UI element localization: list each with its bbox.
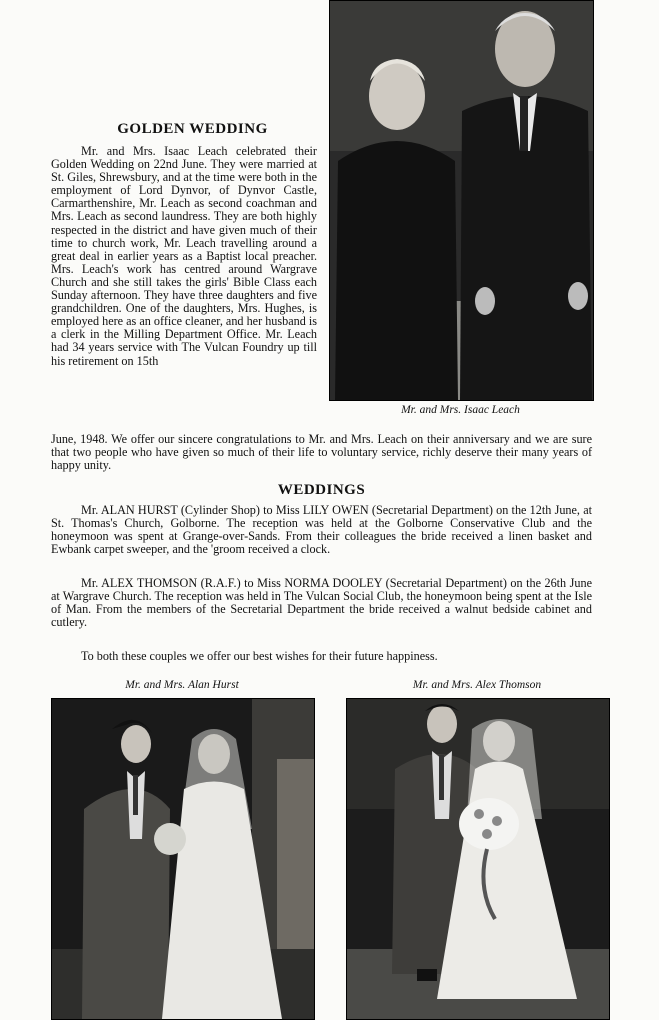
hurst-photo-caption: Mr. and Mrs. Alan Hurst	[125, 679, 239, 691]
thomson-photo-caption: Mr. and Mrs. Alex Thomson	[412, 679, 542, 691]
golden-wedding-paragraph: Mr. and Mrs. Isaac Leach celebrated their Golden Wedding on 22nd June. They were married at St. Giles, Shrewsbury, and at the time were both in the employment of Lord Dynvor, of Dynvor Castle, Carmarthenshire, Mr. Leach as second coachman and Mrs. Leach as second laundress. They are both highly respected in the district and have given much of their time to church work, Mr. Leach travelling around a great deal in earlier years as a Baptist local preacher. Mrs. Leach's work has centred around Wargrave Church and she still takes the girls' Bible Class each Sunday afternoon. They have three daughters and five grandchildren. One of the daughters, Mrs. Hughes, is employed here as an office cleaner, and her husband is a clerk in the Milling Department Office. Mr. Leach had 34 years service with The Vulcan Foundry up till his retirement on 15th	[51, 144, 317, 368]
weddings-paragraph-hurst: Mr. ALAN HURST (Cylinder Shop) to Miss LILY OWEN (Secretarial Department) on the 12th June, at St. Thomas's Church, Golborne. The reception was held at the Golborne Conservative Club and the honeymoon was spent at Grange-over-Sands. From their colleagues the bride received a linen basket and Ewbank carpet sweeper, and the 'groom received a clock.	[51, 503, 592, 557]
golden-wedding-continuation: June, 1948. We offer our sincere congratulations to Mr. and Mrs. Leach on their anniversary and we are sure that two people who have given so much of their life to voluntary service, richly deserve their many years of happy unity.	[51, 432, 592, 473]
photo-thomson-wedding	[346, 698, 610, 1020]
photo-isaac-leach	[329, 0, 594, 401]
weddings-paragraph-thomson: Mr. ALEX THOMSON (R.A.F.) to Miss NORMA DOOLEY (Secretarial Department) on the 26th June at Wargrave Church. The reception was held in The Vulcan Social Club, the honeymoon being spent at the Isle of Man. From the members of the Secretarial Department the bride received a walnut bedside cabinet and cutlery.	[51, 576, 592, 630]
weddings-heading: WEDDINGS	[277, 482, 366, 498]
leach-photo-caption: Mr. and Mrs. Isaac Leach	[401, 404, 520, 416]
weddings-closing-line: To both these couples we offer our best wishes for their future happiness.	[81, 649, 438, 663]
photo-hurst-wedding	[51, 698, 315, 1020]
golden-wedding-heading: GOLDEN WEDDING	[117, 121, 268, 137]
